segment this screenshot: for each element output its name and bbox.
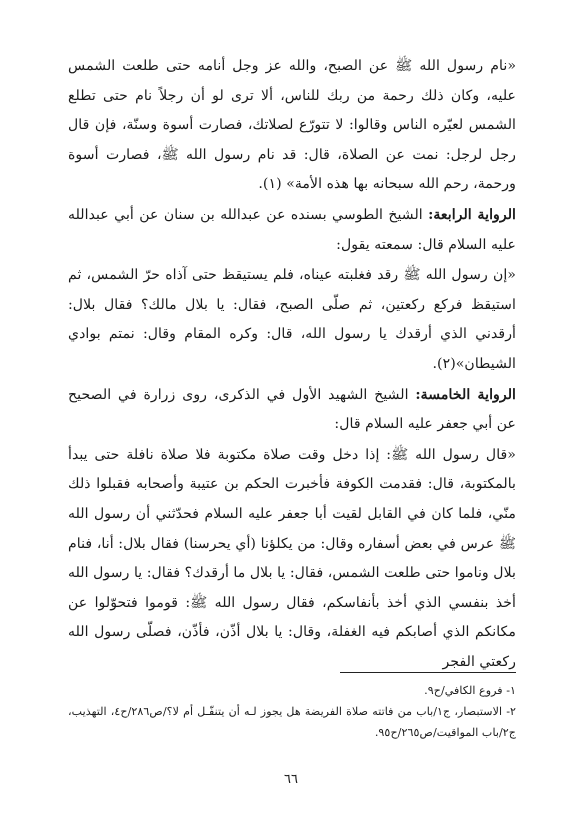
paragraph-hadith-2: «إن رسول الله ﷺ رقد فغلبته عيناه، فلم يستيقظ حتى آذاه حرّ الشمس، ثم استيقظ فركع ركعتين، ثم صلّى الصبح، فقال: يا بلال مالك؟ فقال بلال: أرقدني الذي أرقدك يا رسول الله، قال: وكره المقام وقال: نمتم بوادي الشيطان»(٢).	[68, 267, 516, 372]
narration-4-label: الرواية الرابعة:	[428, 206, 516, 223]
paragraph-narration-5	[68, 381, 516, 440]
footnote-divider	[340, 672, 516, 673]
paragraph-hadith-3: «قال رسول الله ﷺ: إذا دخل وقت صلاة مكتوبة فلا صلاة نافلة حتى يبدأ بالمكتوبة، قال: فقدمت الكوفة فأخبرت الحكم بن عتيبة وأصحابه فقبلوا ذلك منّي، فلما كان في القابل لقيت أبا جعفر عليه السلام فحدّثني أن رسول الله ﷺ عرس في بعض أسفاره وقال: من يكلؤنا (أي يحرسنا) فقال بلال: أنا، فنام بلال وناموا حتى طلعت الشمس، فقال: يا بلال ما أرقدك؟ فقال: يا رسول الله أخذ بنفسي الذي أخذ بأنفاسكم، فقال رسول الله ﷺ: قوموا فتحوّلوا عن مكانكم الذي أصابكم فيه الغفلة، وقال: يا بلال أذّن، فأذّن، فصلّى رسول الله ركعتي الفجر	[68, 446, 516, 670]
footnotes	[68, 680, 516, 743]
footnote-2: ٢- الاستبصار، ج١/باب من فاتته صلاة الفريضة هل يجوز لـه أن يتنفّـل أم لا؟/ص٢٨٦/ح٤، التهذيب، ج٢/باب المواقيت/ص٢٦٥/ح٩٥.	[68, 705, 516, 739]
page-number: ٦٦	[284, 772, 298, 787]
footnote-1: ١- فروع الكافي/ح٩.	[424, 684, 516, 697]
main-text	[68, 52, 516, 677]
paragraph-hadith-1: «نام رسول الله ﷺ عن الصبح، والله عز وجل أنامه حتى طلعت الشمس عليه، وكان ذلك رحمة من ربك للناس، ألا ترى لو أن رجلاً نام حتى تطلع الشمس لعيّره الناس وقالوا: لا تتورّع لصلاتك، فصارت أسوة وسنّة، فإن قال رجل لرجل: نمت عن الصلاة، قال: قد نام رسول الله ﷺ، فصارت أسوة ورحمة، رحم الله سبحانه بها هذه الأمة» (١).	[68, 58, 516, 193]
narration-4-text: الشيخ الطوسي بسنده عن عبدالله بن سنان عن أبي عبدالله عليه السلام قال: سمعته يقول:	[68, 206, 516, 253]
narration-5-label: الرواية الخامسة:	[415, 386, 516, 403]
narration-5-text: الشيخ الشهيد الأول في الذكرى، روى زرارة في الصحيح عن أبي جعفر عليه السلام قال:	[68, 386, 516, 433]
paragraph-narration-4	[68, 201, 516, 260]
